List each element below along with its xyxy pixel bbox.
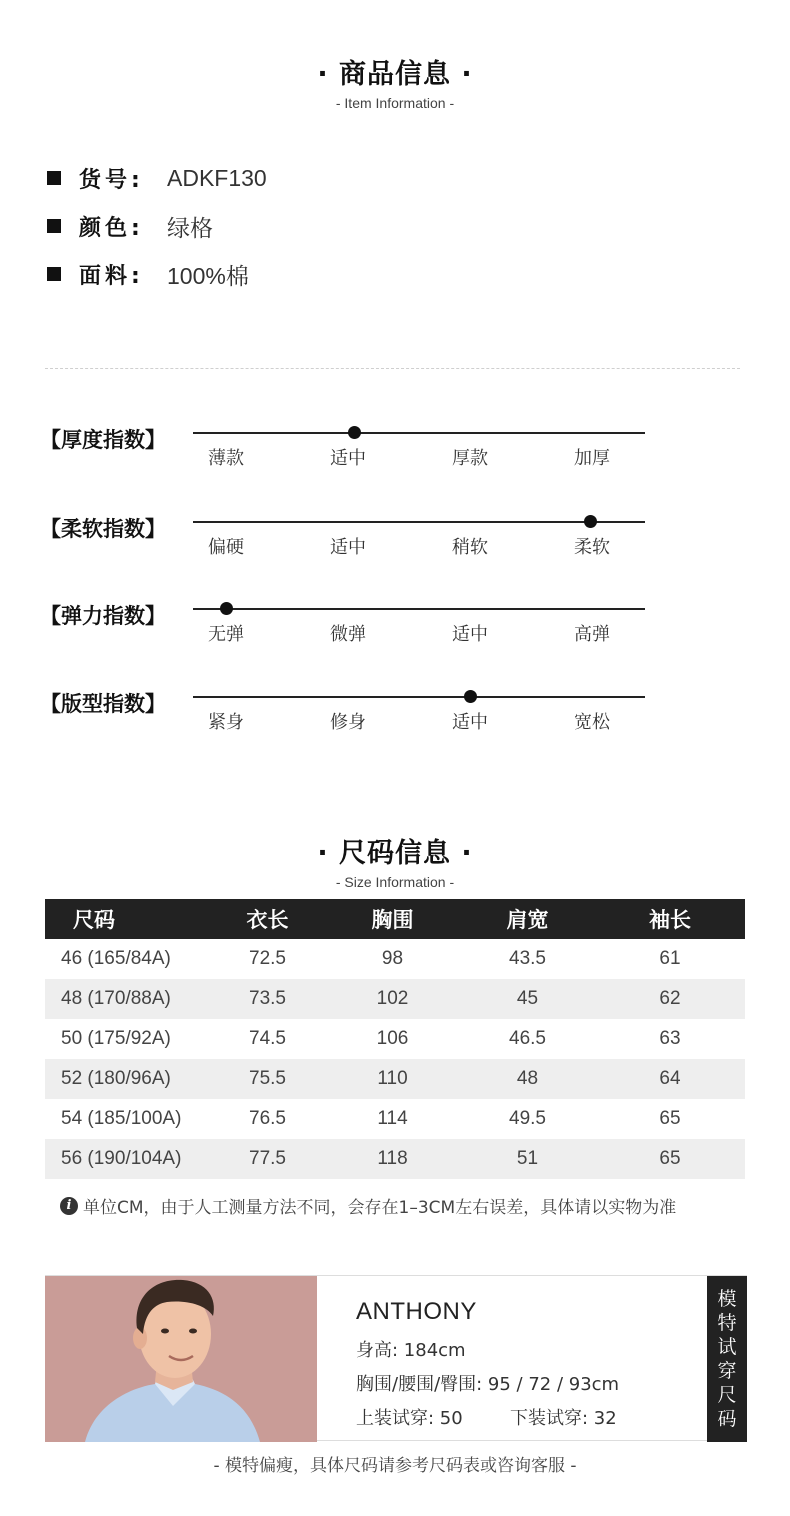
table-cell: 51 (460, 1139, 595, 1179)
index-option: 加厚 (574, 448, 610, 469)
model-measurements: 胸围/腰围/臀围: 95 / 72 / 93cm (356, 1374, 620, 1395)
table-cell: 46.5 (509, 1028, 546, 1049)
item-info-label: 颜色: (79, 215, 144, 241)
size-col-header: 肩宽 (460, 899, 595, 939)
index-option: 微弹 (330, 624, 366, 645)
table-cell: 106 (376, 1028, 409, 1049)
item-info-label: 面料: (79, 263, 144, 289)
table-cell: 118 (325, 1139, 460, 1179)
item-info-label: 货号: (79, 167, 144, 193)
table-cell: 74.5 (249, 1028, 286, 1049)
index-label: 【弹力指数】 (40, 604, 166, 628)
index-option: 薄款 (208, 448, 244, 469)
index-marker (220, 602, 233, 615)
table-cell: 43.5 (509, 948, 546, 969)
model-tag-char: 尺 (717, 1384, 737, 1406)
size-col-header: 衣长 (210, 899, 325, 939)
size-info-title-zh: · 尺码信息 · (317, 838, 473, 869)
item-info-row-color (47, 211, 213, 241)
model-bottom-size: 下装试穿: 32 (510, 1408, 617, 1429)
item-info-value: ADKF130 (167, 164, 267, 191)
table-cell: 98 (381, 948, 404, 969)
table-cell: 45 (460, 979, 595, 1019)
size-note (60, 1193, 676, 1218)
model-tag-char: 试 (717, 1336, 737, 1358)
index-scale-line (193, 521, 645, 523)
table-cell: 65 (595, 1139, 745, 1179)
index-option: 修身 (330, 712, 366, 733)
bullet-square-icon (47, 219, 61, 233)
size-note-text: 单位CM，由于人工测量方法不同，会存在1–3CM左右误差，具体请以实物为准 (83, 1198, 677, 1218)
index-scale-line (193, 608, 645, 610)
table-row (45, 1099, 745, 1139)
table-cell: 114 (377, 1108, 408, 1129)
table-cell: 61 (659, 948, 681, 969)
table-cell: 54 (185/100A) (61, 1108, 182, 1129)
table-cell: 65 (659, 1108, 681, 1129)
model-tag-char: 模 (717, 1288, 737, 1310)
index-option: 紧身 (208, 712, 244, 733)
index-marker (584, 515, 597, 528)
table-row (45, 939, 745, 979)
item-info-title-en: - Item Information - (335, 95, 455, 111)
item-info-row-sku (47, 163, 267, 193)
index-marker (348, 426, 361, 439)
bullet-square-icon (47, 267, 61, 281)
model-card (45, 1275, 747, 1441)
table-cell: 64 (595, 1059, 745, 1099)
index-option: 适中 (330, 448, 366, 469)
model-portrait-icon (45, 1276, 317, 1442)
index-option: 无弹 (208, 624, 244, 645)
model-tag-char: 码 (717, 1408, 737, 1430)
size-col-header: 胸围 (325, 899, 460, 939)
divider (45, 368, 740, 369)
model-height: 身高: 184cm (356, 1340, 466, 1361)
table-cell: 63 (659, 1028, 681, 1049)
index-option: 柔软 (574, 537, 610, 558)
table-cell: 110 (325, 1059, 460, 1099)
size-col-header: 尺码 (45, 899, 210, 939)
index-label: 【厚度指数】 (40, 428, 166, 452)
table-cell: 72.5 (249, 948, 286, 969)
size-table-header (45, 899, 745, 939)
index-option: 适中 (452, 624, 488, 645)
model-photo (45, 1276, 317, 1442)
table-cell: 62 (595, 979, 745, 1019)
index-option: 厚款 (452, 448, 488, 469)
size-table (45, 899, 745, 1179)
item-info-row-fabric (47, 259, 249, 289)
table-cell: 49.5 (509, 1108, 546, 1129)
table-row (45, 1139, 745, 1179)
index-option: 高弹 (574, 624, 610, 645)
item-info-title (0, 52, 790, 111)
index-option: 适中 (330, 537, 366, 558)
model-tag-char: 特 (717, 1312, 737, 1334)
table-cell: 73.5 (210, 979, 325, 1019)
table-row (45, 1019, 745, 1059)
index-option: 偏硬 (208, 537, 244, 558)
table-cell: 48 (170/88A) (45, 979, 210, 1019)
model-tag-char: 穿 (717, 1360, 737, 1382)
model-size-tag (707, 1276, 747, 1442)
table-cell: 48 (460, 1059, 595, 1099)
table-cell: 77.5 (210, 1139, 325, 1179)
size-col-header: 袖长 (595, 899, 745, 939)
info-icon: i (60, 1197, 78, 1215)
footer-note: - 模特偏瘦，具体尺码请参考尺码表或咨询客服 - (213, 1456, 577, 1476)
index-marker (464, 690, 477, 703)
table-row (45, 979, 745, 1019)
table-cell: 50 (175/92A) (61, 1028, 171, 1049)
bullet-square-icon (47, 171, 61, 185)
table-row (45, 1059, 745, 1099)
size-info-title (0, 831, 790, 890)
index-option: 适中 (452, 712, 488, 733)
index-scale-line (193, 696, 645, 698)
index-option: 稍软 (452, 537, 488, 558)
item-info-value: 绿格 (167, 214, 213, 241)
table-cell: 52 (180/96A) (45, 1059, 210, 1099)
item-info-value: 100%棉 (167, 262, 249, 289)
model-try-sizes (356, 1404, 619, 1430)
table-cell: 75.5 (210, 1059, 325, 1099)
size-info-title-en: - Size Information - (335, 874, 455, 890)
model-top-size: 上装试穿: 50 (356, 1408, 463, 1429)
model-info (356, 1298, 619, 1430)
item-info-title-zh: · 商品信息 · (317, 59, 473, 90)
model-name: ANTHONY (356, 1298, 477, 1325)
table-cell: 56 (190/104A) (45, 1139, 210, 1179)
index-option: 宽松 (574, 712, 610, 733)
index-label: 【版型指数】 (40, 692, 166, 716)
table-cell: 76.5 (249, 1108, 286, 1129)
table-cell: 46 (165/84A) (61, 948, 171, 969)
index-label: 【柔软指数】 (40, 517, 166, 541)
index-scale-line (193, 432, 645, 434)
table-cell: 102 (325, 979, 460, 1019)
